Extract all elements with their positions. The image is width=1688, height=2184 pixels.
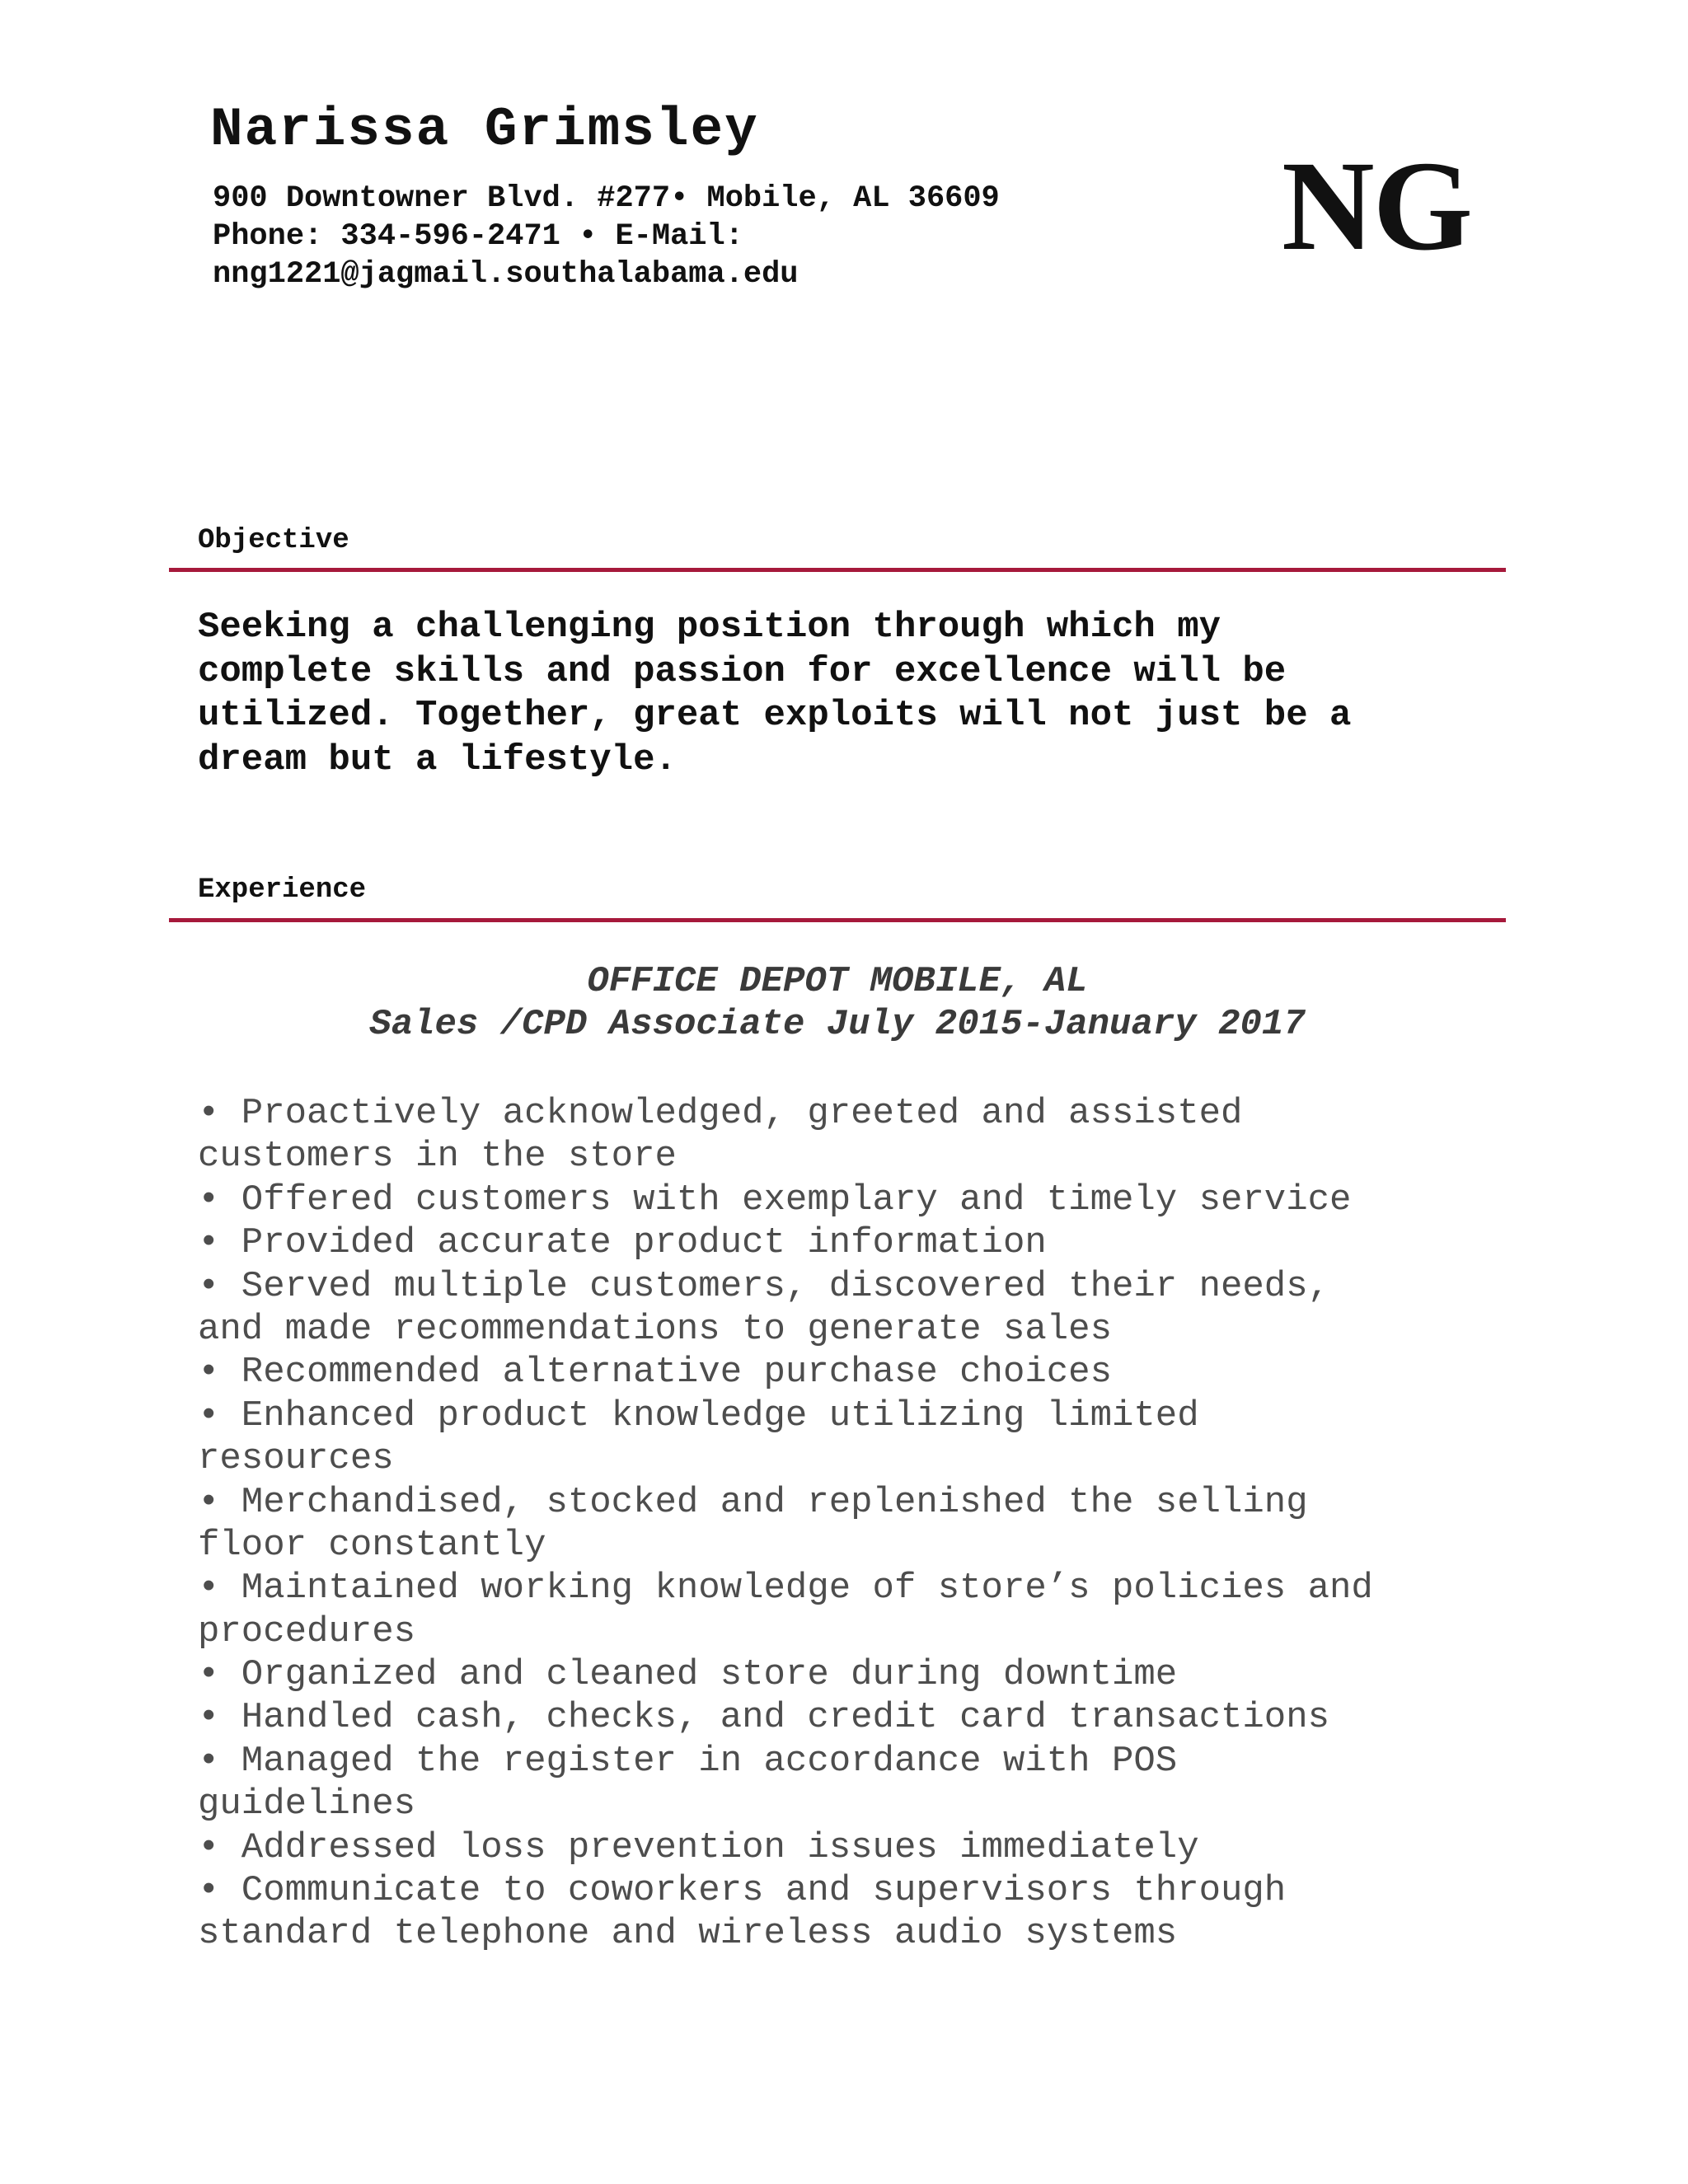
candidate-name: Narissa Grimsley [210, 99, 759, 161]
experience-bullet-line: • Maintained working knowledge of store’s policies and [198, 1568, 1373, 1610]
experience-bullet [198, 1740, 1533, 1826]
phone-line: Phone: 334-596-2471 • E-Mail: [213, 219, 743, 254]
experience-bullet-line: • Managed the register in accordance with POS [198, 1740, 1178, 1782]
experience-bullet-line: • Offered customers with exemplary and timely service [198, 1179, 1352, 1221]
objective-line: complete skills and passion for excellence will be [198, 650, 1287, 692]
experience-bullet-line: • Organized and cleaned store during downtime [198, 1654, 1178, 1696]
objective-line: dream but a lifestyle. [198, 738, 677, 780]
objective-divider [169, 568, 1506, 572]
experience-bullet-line: • Recommended alternative purchase choices [198, 1352, 1112, 1394]
experience-bullet-line: and made recommendations to generate sales [198, 1308, 1112, 1350]
objective-line: utilized. Together, great exploits will not just be a [198, 695, 1352, 736]
experience-bullet-line: procedures [198, 1610, 416, 1652]
objective-text [198, 606, 1517, 782]
employer-line: OFFICE DEPOT MOBILE, AL [587, 961, 1088, 1002]
experience-divider [169, 918, 1506, 922]
experience-bullet [198, 1696, 1533, 1739]
experience-bullet-line: • Communicate to coworkers and supervisors through [198, 1870, 1287, 1912]
experience-bullet-line: • Addressed loss prevention issues immediately [198, 1826, 1199, 1868]
experience-bullet [198, 1481, 1533, 1568]
experience-bullet [198, 1351, 1533, 1394]
experience-bullet-line: • Proactively acknowledged, greeted and assisted [198, 1093, 1243, 1134]
experience-bullet-line: • Enhanced product knowledge utilizing limited [198, 1394, 1199, 1436]
experience-bullet [198, 1869, 1533, 1956]
experience-bullet [198, 1179, 1533, 1221]
experience-heading: Experience [198, 874, 367, 906]
contact-info [213, 180, 1000, 293]
objective-heading: Objective [198, 525, 349, 556]
email-line: nng1221@jagmail.southalabama.edu [213, 257, 799, 292]
job-header [169, 960, 1506, 1046]
experience-bullet [198, 1394, 1533, 1481]
experience-bullet [198, 1826, 1533, 1869]
experience-bullet-list [198, 1092, 1533, 1956]
experience-bullet [198, 1653, 1533, 1696]
objective-line: Seeking a challenging position through which my [198, 607, 1221, 648]
experience-bullet-line: standard telephone and wireless audio systems [198, 1913, 1178, 1955]
experience-bullet [198, 1265, 1533, 1352]
experience-bullet [198, 1092, 1533, 1179]
experience-bullet-line: guidelines [198, 1783, 416, 1825]
role-line: Sales /CPD Associate July 2015-January 2017 [369, 1004, 1306, 1045]
experience-bullet-line: customers in the store [198, 1136, 677, 1178]
experience-bullet-line: resources [198, 1438, 394, 1480]
experience-bullet [198, 1567, 1533, 1653]
experience-bullet-line: • Served multiple customers, discovered their needs, [198, 1265, 1330, 1307]
monogram: NG [1282, 134, 1471, 277]
experience-bullet-line: floor constantly [198, 1524, 546, 1566]
address-line: 900 Downtowner Blvd. #277• Mobile, AL 36609 [213, 181, 1000, 216]
experience-bullet [198, 1221, 1533, 1264]
experience-bullet-line: • Handled cash, checks, and credit card transactions [198, 1697, 1330, 1739]
experience-bullet-line: • Provided accurate product information [198, 1222, 1047, 1264]
experience-bullet-line: • Merchandised, stocked and replenished the selling [198, 1481, 1308, 1523]
